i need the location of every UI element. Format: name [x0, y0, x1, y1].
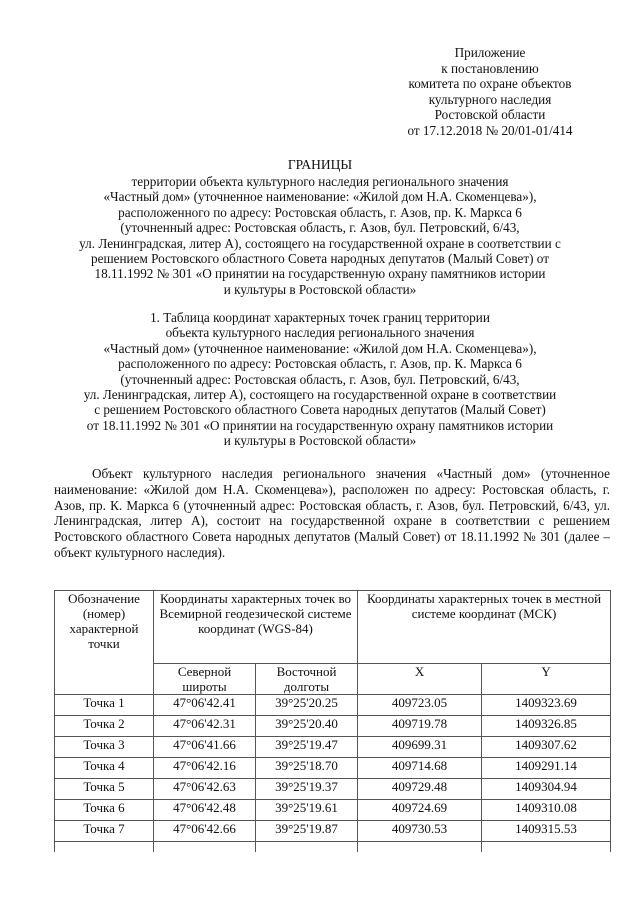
table-row: [55, 800, 611, 821]
coordinates-table: [54, 590, 611, 852]
territory-line: расположенного по адресу: Ростовская область, г. Азов, пр. К. Маркса 6: [118, 204, 522, 220]
east-cell: 39°25'19.37: [256, 779, 358, 800]
north-cell: 47°06'41.66: [154, 737, 256, 758]
x-cell: 409730.53: [358, 821, 482, 842]
east-cell: 39°25'18.70: [256, 758, 358, 779]
point-cell: Точка 4: [55, 758, 154, 779]
y-cell: 1409304.94: [482, 779, 611, 800]
table-heading-line: ул. Ленинградская, литер А), состоящего на государственной охране в соответствии: [83, 387, 557, 403]
appendix-line: от 17.12.2018 № 20/01-01/414: [407, 122, 573, 138]
east-cell: [256, 842, 358, 853]
table-heading: [20, 310, 620, 449]
appendix-line: культурного наследия: [428, 91, 552, 107]
point-cell: Точка 5: [55, 779, 154, 800]
territory-line: (уточненный адрес: Ростовская область, г. Азов, бул. Петровский, 6/43,: [120, 220, 520, 236]
x-cell: [358, 842, 482, 853]
table-row: [55, 842, 611, 853]
x-cell: 409699.31: [358, 737, 482, 758]
table-heading-line: 1. Таблица координат характерных точек границ территории: [150, 310, 490, 325]
table-row: [55, 695, 611, 716]
north-cell: 47°06'42.41: [154, 695, 256, 716]
territory-line: территории объекта культурного наследия регионального значения: [131, 174, 509, 189]
appendix-line: Ростовской области: [434, 107, 546, 122]
header-wgs84-coordinates: Координаты характерных точек во Всемирной геодезической системе координат (WGS-84): [154, 591, 358, 664]
y-cell: 1409323.69: [482, 695, 611, 716]
east-cell: 39°25'19.61: [256, 800, 358, 821]
territory-line: и культуры в Ростовской области»: [223, 281, 417, 297]
north-cell: 47°06'42.31: [154, 716, 256, 737]
header-msk-coordinates: Координаты характерных точек в местной системе координат (МСК): [358, 591, 611, 664]
table-heading-line: объекта культурного наследия регионального значения: [165, 325, 475, 341]
appendix-line: к постановлению: [441, 60, 539, 76]
y-cell: 1409326.85: [482, 716, 611, 737]
header-north-latitude: Северной широты: [154, 664, 256, 695]
header-x: X: [358, 664, 482, 695]
y-cell: [482, 842, 611, 853]
document-title: ГРАНИЦЫ: [287, 157, 353, 172]
table-row: [55, 779, 611, 800]
appendix-header: [360, 45, 620, 138]
y-cell: 1409307.62: [482, 737, 611, 758]
table-heading-line: с решением Ростовского областного Совета народных депутатов (Малый Совет): [94, 402, 546, 418]
table-row: [55, 821, 611, 842]
y-cell: 1409315.53: [482, 821, 611, 842]
territory-line: ул. Ленинградская, литер А), состоящего на государственной охране в соответствии с: [79, 235, 561, 251]
table-row: [55, 737, 611, 758]
territory-description: [20, 174, 620, 297]
table-heading-line: «Частный дом» (уточненное наименование: «Жилой дом Н.А. Скоменцева»),: [103, 340, 537, 356]
table-heading-line: расположенного по адресу: Ростовская область, г. Азов, пр. К. Маркса 6: [118, 356, 522, 372]
table-heading-line: и культуры в Ростовской области»: [223, 433, 417, 449]
point-cell: Точка 1: [55, 695, 154, 716]
x-cell: 409719.78: [358, 716, 482, 737]
point-cell: [55, 842, 154, 853]
point-cell: Точка 2: [55, 716, 154, 737]
north-cell: 47°06'42.66: [154, 821, 256, 842]
table-heading-line: от 18.11.1992 № 301 «О принятии на государственную охрану памятников истории: [86, 417, 554, 433]
point-cell: Точка 3: [55, 737, 154, 758]
y-cell: 1409291.14: [482, 758, 611, 779]
point-cell: Точка 7: [55, 821, 154, 842]
x-cell: 409723.05: [358, 695, 482, 716]
north-cell: 47°06'42.63: [154, 779, 256, 800]
x-cell: 409724.69: [358, 800, 482, 821]
east-cell: 39°25'20.25: [256, 695, 358, 716]
table-heading-line: (уточненный адрес: Ростовская область, г. Азов, бул. Петровский, 6/43,: [120, 371, 520, 387]
territory-line: 18.11.1992 № 301 «О принятии на государственную охрану памятников истории: [94, 266, 546, 282]
x-cell: 409729.48: [358, 779, 482, 800]
header-point-designation: Обозначение (номер) характерной точки: [55, 591, 154, 695]
east-cell: 39°25'19.87: [256, 821, 358, 842]
appendix-line: Приложение: [454, 45, 526, 60]
header-east-longitude: Восточной долготы: [256, 664, 358, 695]
north-cell: 47°06'42.16: [154, 758, 256, 779]
x-cell: 409714.68: [358, 758, 482, 779]
north-cell: [154, 842, 256, 853]
y-cell: 1409310.08: [482, 800, 611, 821]
object-description-paragraph: Объект культурного наследия регионального значения «Частный дом» (уточненное наименование: «Жилой дом Н.А. Скоменцева»), расположен по адресу: Ростовская область, г. Азов, пр. К. Маркса 6 (уточненный адрес: Ростовская область, г. Азов, бул. Петровский, 6/43, ул. Ленинградская, литер А), состоит на государственной охране в соответствии с решением Ростовского областного Совета народных депутатов (Малый Совет) от 18.11.1992 № 301 (далее – объект культурного наследия).: [54, 466, 610, 560]
territory-line: решением Ростовского областного Совета народных депутатов (Малый Совет) от: [91, 251, 549, 267]
appendix-line: комитета по охране объектов: [408, 76, 572, 91]
north-cell: 47°06'42.48: [154, 800, 256, 821]
table-row: [55, 716, 611, 737]
table-row: [55, 758, 611, 779]
header-y: Y: [482, 664, 611, 695]
east-cell: 39°25'19.47: [256, 737, 358, 758]
territory-line: «Частный дом» (уточненное наименование: «Жилой дом Н.А. Скоменцева»),: [103, 189, 537, 205]
point-cell: Точка 6: [55, 800, 154, 821]
east-cell: 39°25'20.40: [256, 716, 358, 737]
